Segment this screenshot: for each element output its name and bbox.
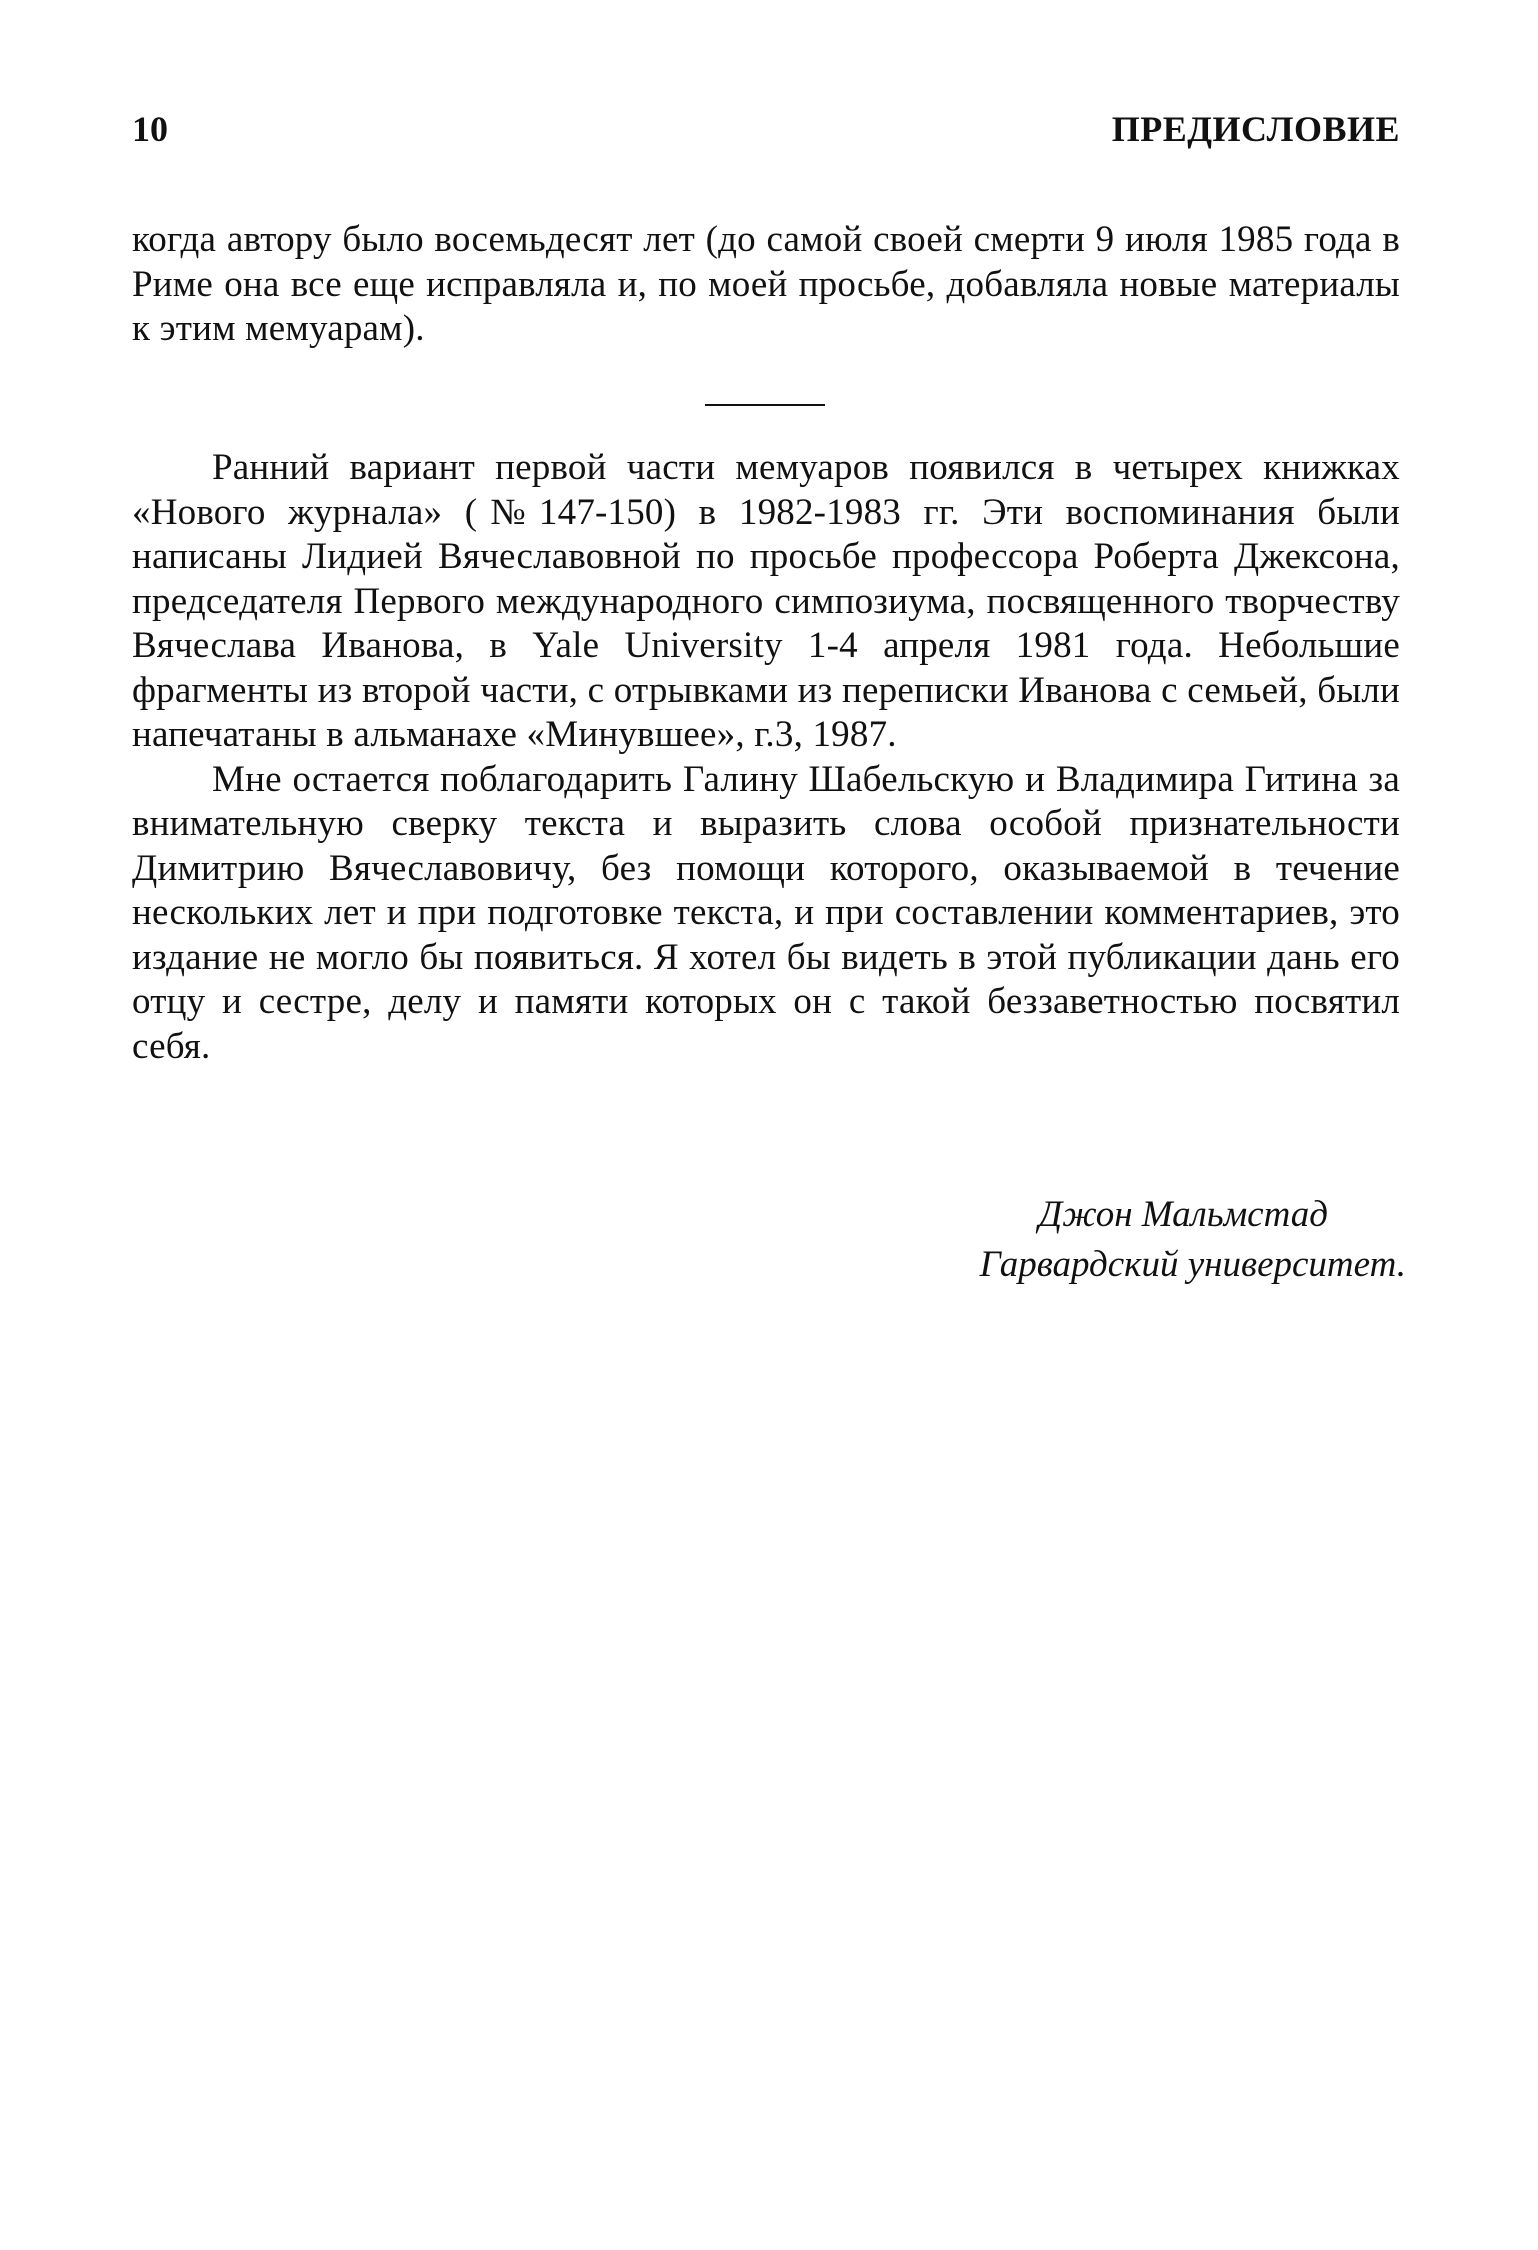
signature-author: Джон Мальмстад bbox=[1038, 1194, 1328, 1235]
paragraph-continued: когда автору было восемьдесят лет (до самой своей смерти 9 июля 1985 года в Риме она все еще исправляла и, по моей просьбе, добавляла новые материалы к этим мемуарам). bbox=[132, 219, 1400, 349]
section-title: ПРЕДИСЛОВИЕ bbox=[1111, 109, 1400, 149]
paragraph-acknowledgements: Мне остается поблагодарить Галину Шабельскую и Владимира Гитина за внимательную сверку текста и выразить слова особой признательности Димитрию Вячеславовичу, без помощи которого, оказываемой в течение нескольких лет и при подготовке текста, и при составлении комментариев, это издание не могло бы появиться. Я хотел бы видеть в этой публикации дань его отцу и сестре, делу и памяти которых он с такой беззаветностью посвятил себя. bbox=[132, 758, 1400, 1067]
signature-affiliation: Гарвардский университет. bbox=[979, 1244, 1406, 1285]
signature-block bbox=[980, 1190, 1406, 1290]
paragraph-early-version: Ранний вариант первой части мемуаров появился в четырех книжках «Нового журнала» (№147-150) в 1982-1983 гг. Эти воспоминания были написаны Лидией Вячеславовной по просьбе профессора Роберта Джексона, председателя Первого международного симпозиума, посвященного творчеству Вячеслава Иванова, в Yale University 1-4 апреля 1981 года. Небольшие фрагменты из второй части, с отрывками из переписки Иванова с семьей, были напечатаны в альманахе «Минувшее», г.3, 1987. bbox=[132, 447, 1400, 755]
main-text-block bbox=[132, 446, 1400, 1069]
running-head bbox=[132, 108, 1400, 156]
continued-paragraph-block bbox=[132, 218, 1400, 352]
section-divider bbox=[705, 404, 825, 406]
page-number: 10 bbox=[132, 109, 168, 149]
